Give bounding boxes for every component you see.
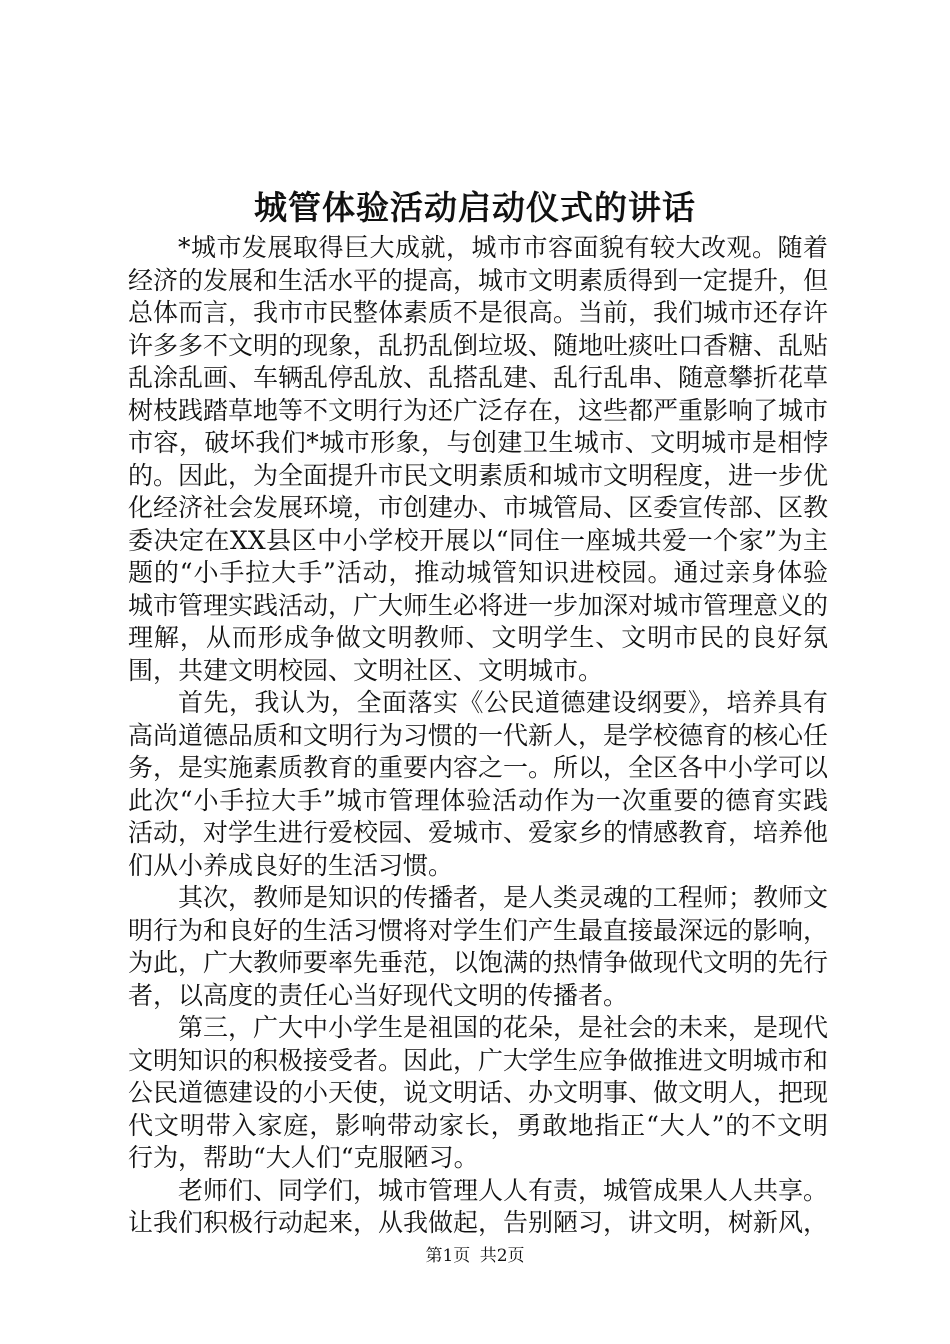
paragraph-intro: *城市发展取得巨大成就，城市市容面貌有较大改观。随着经济的发展和生活水平的提高，城市文明素质得到一定提升，但总体而言，我市市民整体素质不是很高。当前，我们城市还存许许多多不文明的现象，乱扔乱倒垃圾、随地吐痰吐口香糖、乱贴乱涂乱画、车辆乱停乱放、乱搭乱建、乱行乱串、随意攀折花草树枝践踏草地等不文明行为还广泛存在，这些都严重影响了城市市容，破坏我们*城市形象，与创建卫生城市、文明城市是相悖的。因此，为全面提升市民文明素质和城市文明程度，进一步优化经济社会发展环境，市创建办、市城管局、区委宣传部、区教委决定在XX县区中小学校开展以“同住一座城共爱一个家”为主题的“小手拉大手”活动，推动城管知识进校园。通过亲身体验城市管理实践活动，广大师生必将进一步加深对城市管理意义的理解，从而形成争做文明教师、文明学生、文明市民的良好氛围，共建文明校园、文明社区、文明城市。 [128, 233, 829, 685]
page-total: 共2页 [479, 1246, 525, 1266]
document-body [128, 232, 828, 1240]
page-footer [0, 1244, 950, 1268]
paragraph-third-point: 第三，广大中小学生是祖国的花朵，是社会的未来，是现代文明知识的积极接受者。因此，广大学生应争做推进文明城市和公民道德建设的小天使，说文明话、办文明事、做文明人，把现代文明带入家庭，影响带动家长，勇敢地指正“大人”的不文明行为，帮助“大人们“克服陋习。 [128, 1013, 829, 1172]
paragraph-closing: 老师们、同学们，城市管理人人有责，城管成果人人共享。让我们积极行动起来，从我做起，告别陋习，讲文明，树新风， [128, 1175, 829, 1237]
paragraph-second-point: 其次，教师是知识的传播者，是人类灵魂的工程师；教师文明行为和良好的生活习惯将对学生们产生最直接最深远的影响，为此，广大教师要率先垂范，以饱满的热情争做现代文明的先行者，以高度的责任心当好现代文明的传播者。 [128, 883, 829, 1010]
document-title: 城管体验活动启动仪式的讲话 [254, 188, 696, 227]
paragraph-first-point: 首先，我认为，全面落实《公民道德建设纲要》，培养具有高尚道德品质和文明行为习惯的一代新人，是学校德育的核心任务，是实施素质教育的重要内容之一。所以，全区各中小学可以此次“小手拉大手”城市管理体验活动作为一次重要的德育实践活动，对学生进行爱校园、爱城市、爱家乡的情感教育，培养他们从小养成良好的生活习惯。 [128, 688, 829, 880]
page-number: 第1页 [425, 1246, 471, 1266]
